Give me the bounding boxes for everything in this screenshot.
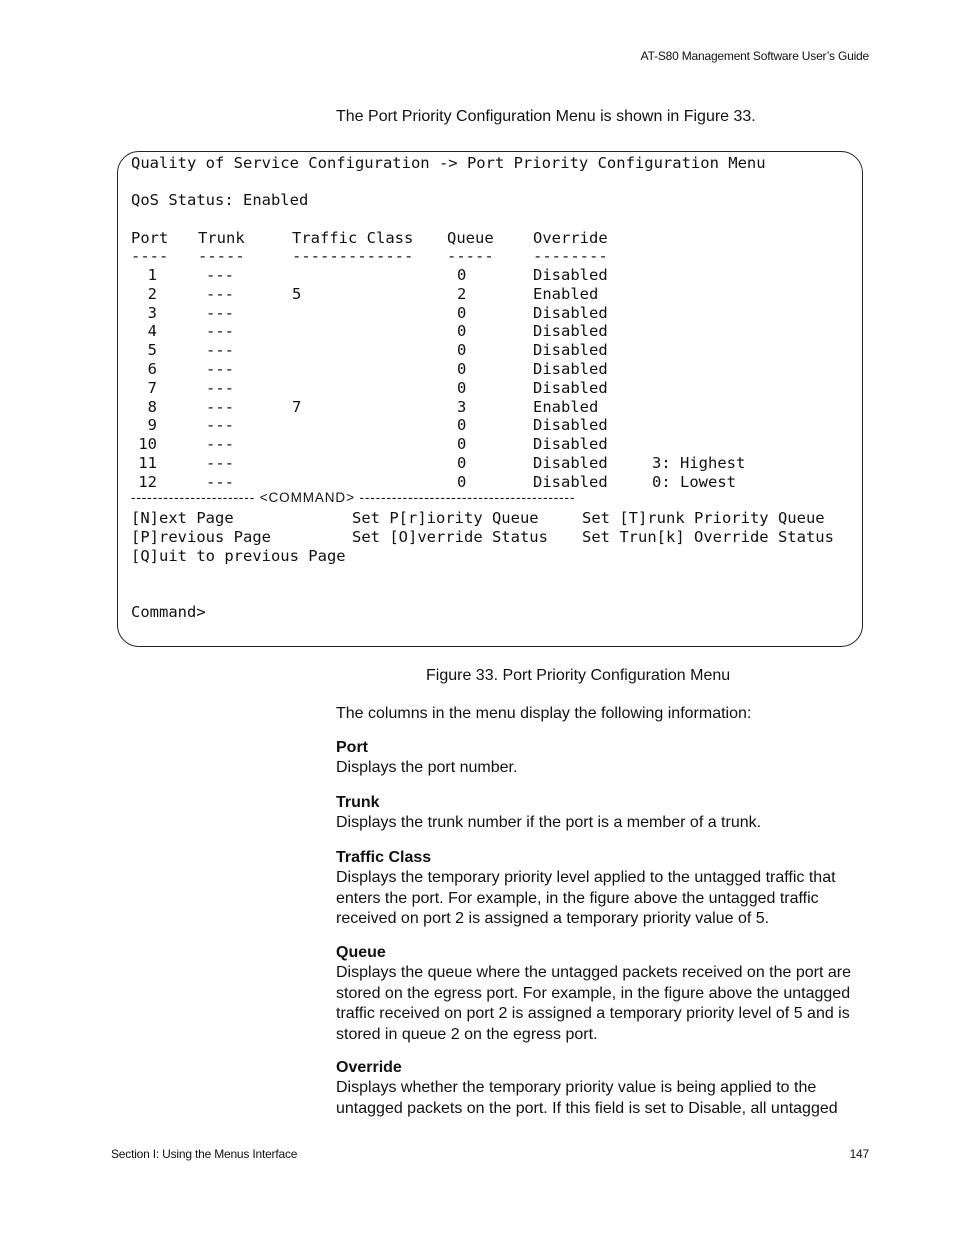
definition-text: Displays the temporary priority level applied to the untagged traffic that enters the port. For example, in the figure above the untagged traffic received on port 2 is assigned a temporary priority value of 5.: [336, 869, 836, 928]
row-port: 12: [138, 472, 157, 491]
row-override: Enabled: [533, 397, 599, 416]
row-trunk: ---: [206, 266, 234, 284]
terminal-title: Quality of Service Configuration -> Port Priority Configuration Menu: [131, 154, 766, 172]
row-override: Disabled: [533, 341, 608, 360]
col-header-trunk: Trunk: [198, 229, 245, 247]
command-prompt[interactable]: Command>: [131, 603, 206, 621]
row-queue: 0: [457, 454, 467, 472]
definition-text: Displays the queue where the untagged packets received on the port are stored on the egress port. For example, in the figure above the untagged traffic received on port 2 is assigned a temporary priority level of 5 and is stored in queue 2 on the egress port.: [336, 964, 851, 1043]
row-port: 9: [147, 416, 157, 435]
set-trunk-override-status-command[interactable]: Set Trun[k] Override Status: [582, 528, 834, 546]
row-trunk: ---: [206, 416, 234, 435]
col-underline-port: ----: [131, 247, 169, 265]
set-override-status-command[interactable]: Set [O]verride Status: [352, 528, 548, 546]
col-underline-traffic-class: -------------: [292, 247, 414, 265]
col-underline-queue: -----: [447, 247, 494, 265]
row-port: 6: [147, 360, 157, 378]
page-number: 147: [849, 1147, 869, 1161]
row-override: Disabled: [533, 360, 608, 378]
previous-page-command[interactable]: [P]revious Page: [131, 528, 271, 546]
running-header: AT-S80 Management Software User’s Guide: [640, 49, 869, 63]
intro-text: The Port Priority Configuration Menu is shown in Figure 33.: [336, 108, 756, 125]
definition-queue: [336, 943, 871, 1045]
set-trunk-priority-queue-command[interactable]: Set [T]runk Priority Queue: [582, 509, 825, 527]
row-override: Disabled: [533, 416, 608, 435]
definition-text: Displays the trunk number if the port is a member of a trunk.: [336, 814, 762, 832]
row-trunk: ---: [206, 435, 234, 454]
row-queue: 0: [457, 360, 467, 378]
row-override: Disabled: [533, 435, 608, 454]
row-trunk: ---: [206, 303, 234, 322]
row-override: Disabled: [533, 303, 608, 322]
definition-trunk: [336, 793, 871, 834]
row-trunk: ---: [206, 454, 234, 472]
figure-caption: Figure 33. Port Priority Configuration Menu: [426, 667, 731, 684]
definition-port: [336, 738, 871, 779]
definition-term: Port: [336, 739, 368, 756]
definition-override: [336, 1058, 871, 1119]
next-page-command[interactable]: [N]ext Page: [131, 509, 234, 527]
row-trunk: ---: [206, 284, 234, 303]
row-queue: 0: [457, 303, 467, 322]
definition-term: Traffic Class: [336, 849, 432, 866]
row-queue: 0: [457, 472, 467, 491]
qos-status: QoS Status: Enabled: [131, 191, 309, 209]
row-priority-note: 0: Lowest: [652, 472, 736, 491]
col-underline-trunk: -----: [198, 247, 245, 265]
row-queue: 2: [457, 284, 467, 303]
row-trunk: ---: [206, 360, 234, 378]
col-header-port: Port: [131, 229, 169, 247]
col-underline-override: --------: [533, 247, 608, 265]
row-trunk: ---: [206, 472, 234, 491]
row-trunk: ---: [206, 341, 234, 360]
row-override: Enabled: [533, 284, 599, 303]
row-queue: 3: [457, 397, 467, 416]
row-queue: 0: [457, 416, 467, 435]
row-trunk: ---: [206, 322, 234, 341]
row-port: 8: [147, 397, 157, 416]
row-override: Disabled: [533, 266, 608, 284]
row-port: 5: [147, 341, 157, 360]
row-port: 2: [147, 284, 157, 303]
row-override: Disabled: [533, 322, 608, 341]
row-queue: 0: [457, 266, 467, 284]
row-port: 3: [147, 303, 157, 322]
definition-term: Queue: [336, 944, 386, 961]
row-override: Disabled: [533, 378, 608, 397]
row-port: 4: [147, 322, 157, 341]
row-override: Disabled: [533, 472, 608, 491]
row-queue: 0: [457, 341, 467, 360]
set-priority-queue-command[interactable]: Set P[r]iority Queue: [352, 509, 539, 527]
definition-term: Override: [336, 1059, 402, 1076]
row-port: 10: [138, 435, 157, 454]
row-override: Disabled: [533, 454, 608, 472]
row-priority-note: 3: Highest: [652, 454, 746, 472]
row-port: 11: [138, 454, 157, 472]
quit-command[interactable]: [Q]uit to previous Page: [131, 547, 346, 565]
command-separator: ----------------------- <COMMAND> ----------------------------------------: [131, 490, 576, 505]
definition-text: Displays the port number.: [336, 759, 518, 777]
row-queue: 0: [457, 378, 467, 397]
footer-section: Section I: Using the Menus Interface: [111, 1147, 298, 1161]
definition-text: Displays whether the temporary priority value is being applied to the untagged packets on the port. If this field is set to Disable, all untagged: [336, 1079, 838, 1117]
row-queue: 0: [457, 435, 467, 454]
columns-intro: The columns in the menu display the following information:: [336, 705, 752, 722]
row-trunk: ---: [206, 378, 234, 397]
col-header-override: Override: [533, 229, 608, 247]
row-traffic-class: 7: [292, 397, 302, 416]
definition-traffic-class: [336, 848, 871, 930]
col-header-queue: Queue: [447, 229, 494, 247]
col-header-traffic-class: Traffic Class: [292, 229, 414, 247]
row-port: 1: [147, 266, 157, 284]
row-queue: 0: [457, 322, 467, 341]
definition-term: Trunk: [336, 794, 380, 811]
row-port: 7: [147, 378, 157, 397]
row-trunk: ---: [206, 397, 234, 416]
row-traffic-class: 5: [292, 284, 302, 303]
